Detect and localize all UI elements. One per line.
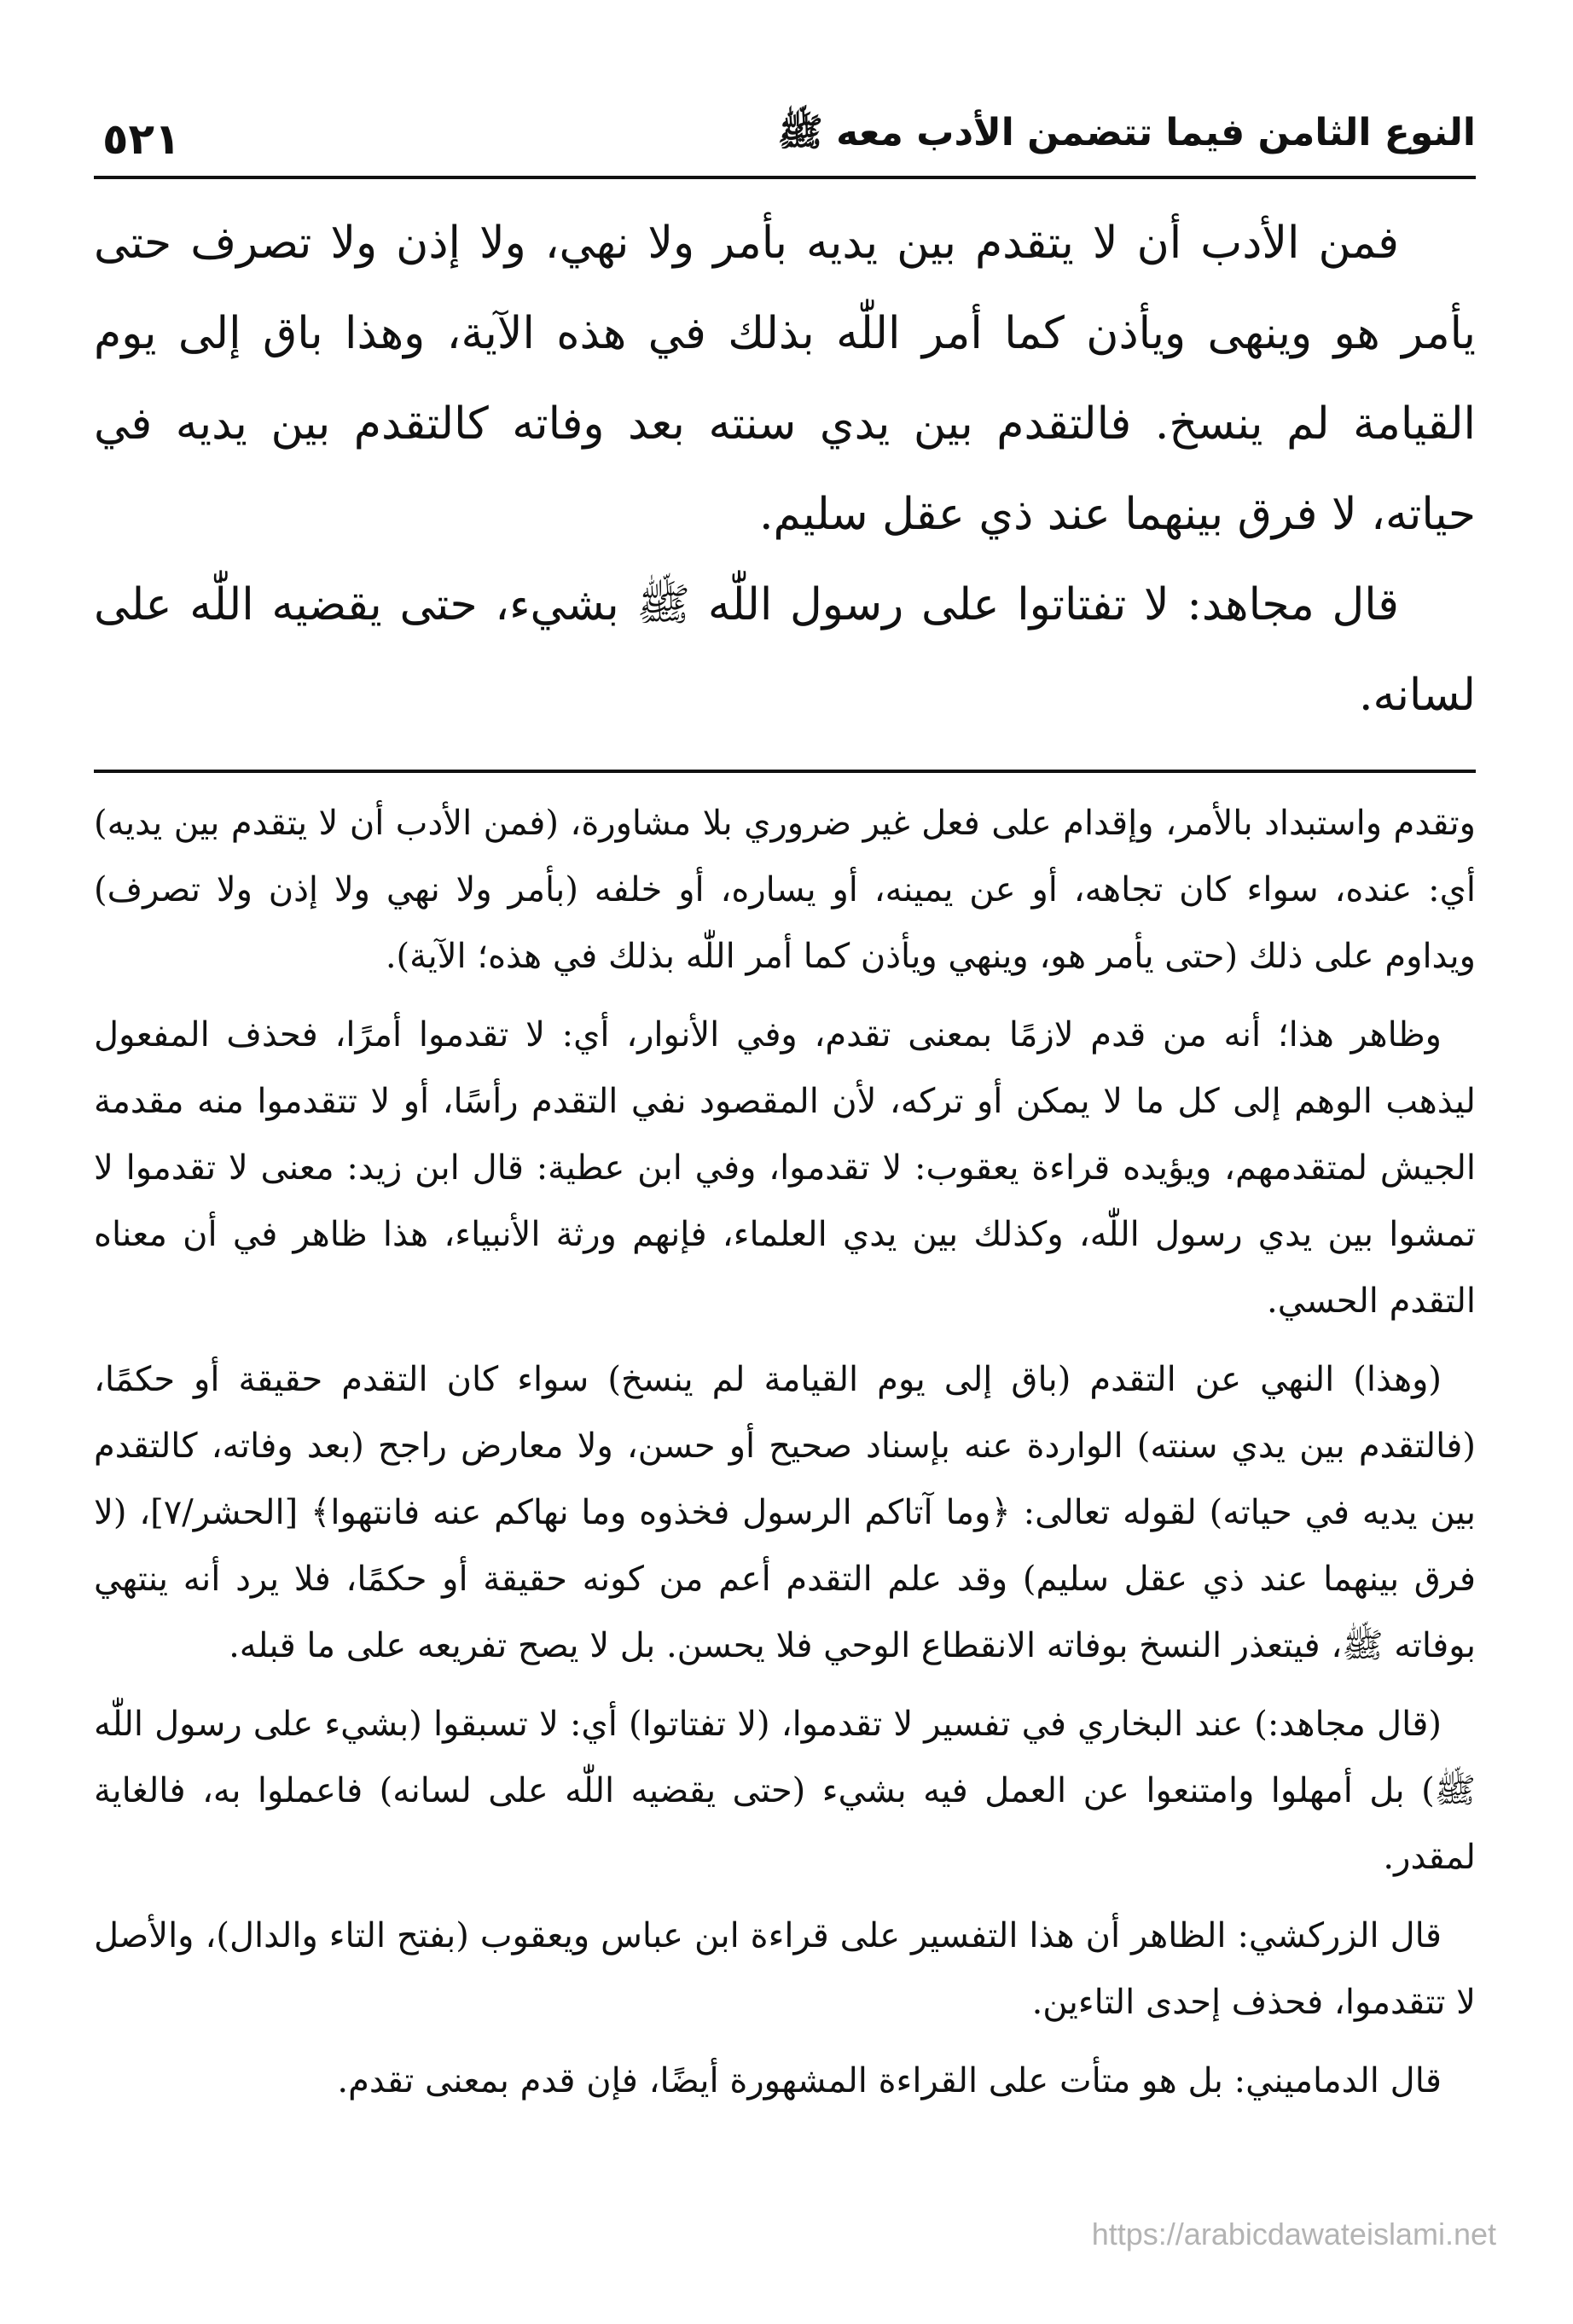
section-divider	[94, 770, 1476, 773]
commentary-text	[94, 790, 1476, 2114]
document-page	[94, 85, 1476, 2126]
commentary-paragraph: (وهذا) النهي عن التقدم (باق إلى يوم القيامة لم ينسخ) سواء كان التقدم حقيقة أو حكمًا، (فالتقدم بين يدي سنته) الواردة عنه بإسناد صحيح أو حسن، ولا معارض راجح (بعد وفاته، كالتقدم بين يديه في حياته) لقوله تعالى: ﴿وما آتاكم الرسول فخذوه وما نهاكم عنه فانتهوا﴾ [الحشر/٧]، (لا فرق بينهما عند ذي عقل سليم) وقد علم التقدم أعم من كونه حقيقة أو حكمًا، فلا يرد أنه ينتهي بوفاته ﷺ، فيتعذر النسخ بوفاته الانقطاع الوحي فلا يحسن. بل لا يصح تفريعه على ما قبله.	[94, 1360, 1476, 1665]
commentary-paragraph: قال الدماميني: بل هو متأت على القراءة المشهورة أيضًا، فإن قدم بمعنى تقدم.	[337, 2061, 1442, 2100]
main-paragraph: قال مجاهد: لا تفتاتوا على رسول اللّٰه ﷺ بشيء، حتى يقضيه اللّٰه على لسانه.	[94, 579, 1476, 721]
commentary-paragraph: (قال مجاهد:) عند البخاري في تفسير لا تقدموا، (لا تفتاتوا) أي: لا تسبقوا (بشيء على رسول اللّٰه ﷺ) بل أمهلوا وامتنعوا عن العمل فيه بشيء (حتى يقضيه اللّٰه على لسانه) فاعملوا به، فالغاية لمقدر.	[94, 1705, 1476, 1877]
watermark-url: https://arabicdawateislami.net	[1091, 2217, 1496, 2251]
commentary-paragraph: وظاهر هذا؛ أنه من قدم لازمًا بمعنى تقدم، وفي الأنوار، أي: لا تقدموا أمرًا، فحذف المفعول ليذهب الوهم إلى كل ما لا يمكن أو تركه، لأن المقصود نفي التقدم رأسًا، أو لا تتقدموا منه مقدمة الجيش لمتقدمهم، ويؤيده قراءة يعقوب: لا تقدموا، وفي ابن عطية: قال ابن زيد: معنى لا تقدموا لا تمشوا بين يدي رسول اللّٰه، وكذلك بين يدي العلماء، فإنهم ورثة الأنبياء، هذا ظاهر في أن معناه التقدم الحسي.	[94, 1015, 1476, 1321]
header-title: النوع الثامن فيما تتضمن الأدب معه ﷺ	[777, 111, 1476, 154]
running-header	[94, 85, 1476, 179]
page-number: ٥٢١	[102, 114, 181, 164]
main-text	[94, 198, 1476, 741]
commentary-paragraph: وتقدم واستبداد بالأمر، وإقدام على فعل غير ضروري بلا مشاورة، (فمن الأدب أن لا يتقدم بين يديه) أي: عنده، سواء كان تجاهه، أو عن يمينه، أو يساره، أو خلفه (بأمر ولا نهي ولا إذن ولا تصرف) ويداوم على ذلك (حتى يأمر هو، وينهي ويأذن كما أمر اللّٰه بذلك في هذه؛ الآية).	[94, 804, 1476, 976]
main-paragraph: فمن الأدب أن لا يتقدم بين يديه بأمر ولا نهي، ولا إذن ولا تصرف حتى يأمر هو وينهى ويأذن كما أمر اللّٰه بذلك في هذه الآية، وهذا باق إلى يوم القيامة لم ينسخ. فالتقدم بين يدي سنته بعد وفاته كالتقدم بين يديه في حياته، لا فرق بينهما عند ذي عقل سليم.	[94, 218, 1476, 540]
commentary-paragraph: قال الزركشي: الظاهر أن هذا التفسير على قراءة ابن عباس ويعقوب (بفتح التاء والدال)، والأصل لا تتقدموا، فحذف إحدى التاءين.	[94, 1916, 1476, 2022]
